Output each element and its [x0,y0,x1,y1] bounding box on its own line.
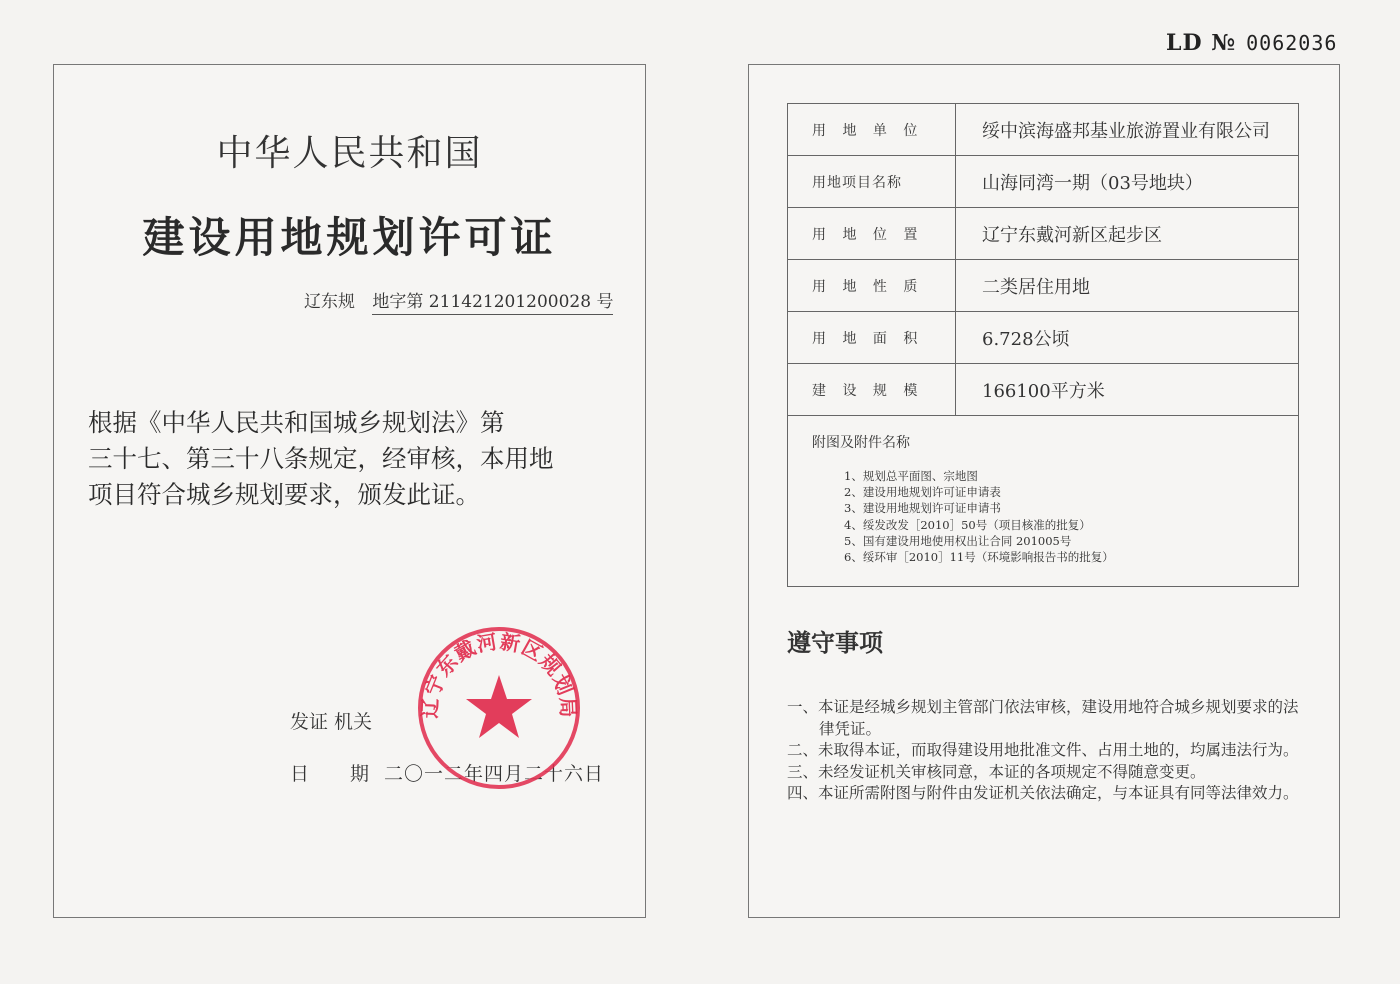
list-item: 一、本证是经城乡规划主管部门依法审核，建设用地符合城乡规划要求的法律凭证。 [787,698,1299,738]
attachments-cell [788,416,1299,587]
field-label: 用 地 位 置 [788,208,956,260]
notes-list [787,697,1307,805]
field-value: 辽宁东戴河新区起步区 [956,208,1299,260]
certificate-title: 建设用地规划许可证 [142,213,557,262]
official-seal-icon [416,625,582,791]
statement-line: 三十七、第三十八条规定，经审核，本用地 [88,444,554,473]
list-item: 1、规划总平面图、宗地图 [844,469,978,483]
document-code-text: 地字第 211421201200028 [372,292,592,312]
list-item: 6、绥环审［2010］11号（环境影响报告书的批复） [844,550,1114,565]
statement-line: 根据《中华人民共和国城乡规划法》第 [88,408,505,437]
table-row [788,208,1299,260]
field-label: 用 地 面 积 [788,312,956,364]
certificate-details-page [748,64,1340,918]
statement-line: 项目符合城乡规划要求，颁发此证。 [88,480,480,509]
seal-text: 辽宁东戴河新区规划局 [417,629,581,719]
table-row [788,104,1299,156]
list-item: 5、国有建设用地使用权出让合同 201005号 [844,533,1072,548]
issue-date-label: 日 期 [290,763,371,785]
document-number [304,287,613,312]
field-value: 166100平方米 [956,364,1299,416]
certificate-statement [88,405,618,513]
document-prefix: 辽东规 [304,292,355,312]
list-item: 二、未取得本证，而取得建设用地批准文件、占用土地的，均属违法行为。 [787,741,1299,759]
serial-prefix: LD № [1166,30,1237,56]
field-label: 用 地 单 位 [788,104,956,156]
certificate-front-page [53,64,646,918]
serial-number [1166,30,1337,56]
field-label: 用地项目名称 [788,156,956,208]
attachments-title: 附图及附件名称 [812,435,910,451]
table-row [788,260,1299,312]
list-item: 2、建设用地规划许可证申请表 [844,485,1001,500]
document-suffix: 号 [596,292,614,312]
list-item: 3、建设用地规划许可证申请书 [844,501,1001,516]
document-code [372,292,613,315]
attachments-list [844,468,1298,565]
field-label: 建 设 规 模 [788,364,956,416]
attachments-row [788,416,1299,587]
table-row [788,312,1299,364]
field-value: 绥中滨海盛邦基业旅游置业有限公司 [956,104,1299,156]
serial-value: 0062036 [1246,31,1338,55]
table-row [788,156,1299,208]
field-value: 6.728公顷 [956,312,1299,364]
table-row [788,364,1299,416]
list-item: 四、本证所需附图与附件由发证机关依法确定，与本证具有同等法律效力。 [787,784,1299,802]
field-value: 山海同湾一期（03号地块） [956,156,1299,208]
issue-date-value: 二〇一二年四月二十六日 [384,763,605,785]
list-item: 4、绥发改发［2010］50号（项目核准的批复） [844,517,1091,532]
field-label: 用 地 性 质 [788,260,956,312]
land-use-details-table [787,103,1299,587]
field-value: 二类居住用地 [956,260,1299,312]
issuing-authority-label: 发证 机关 [290,711,373,733]
notes-title: 遵守事项 [787,629,883,657]
list-item: 三、未经发证机关审核同意，本证的各项规定不得随意变更。 [787,762,1206,781]
country-name: 中华人民共和国 [216,133,483,174]
